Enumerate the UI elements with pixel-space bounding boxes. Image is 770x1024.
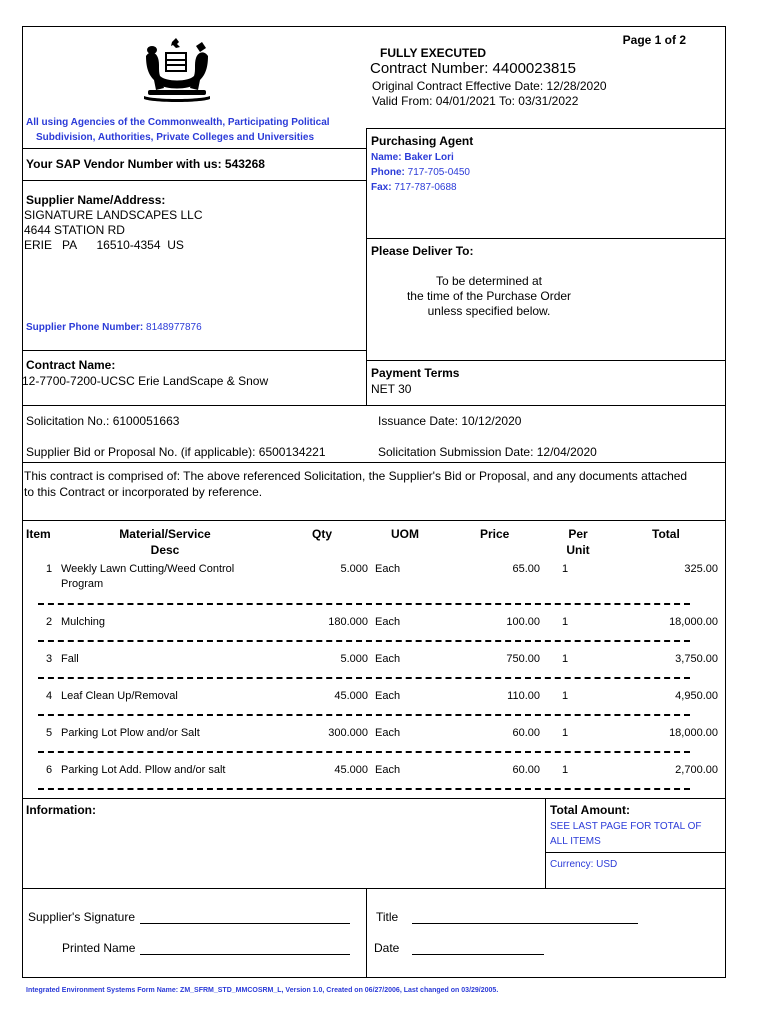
row-3-item: 3 <box>46 653 53 665</box>
row-5-total: 18,000.00 <box>669 727 718 739</box>
deliver-line-3: unless specified below. <box>427 304 551 318</box>
row-2-uom: Each <box>375 616 401 628</box>
printed-name-line[interactable] <box>140 954 350 955</box>
supplier-city: ERIE PA 16510-4354 US <box>24 238 184 252</box>
row-2-item: 2 <box>46 616 53 628</box>
row-6-desc: Parking Lot Add. Pllow and/or salt <box>61 764 226 776</box>
divider <box>22 520 726 521</box>
status-label: FULLY EXECUTED <box>380 46 487 60</box>
agencies-line-2: Subdivision, Authorities, Private Colleges and Universities <box>36 132 315 143</box>
divider <box>22 405 726 406</box>
col-header-price: Price <box>480 527 510 541</box>
col-header-desc-2: Desc <box>150 543 180 557</box>
solicitation-number: Solicitation No.: 6100051663 <box>26 414 180 428</box>
agencies-line-1: All using Agencies of the Commonwealth, Participating Political <box>26 117 330 128</box>
agent-fax <box>371 182 457 193</box>
total-note-1: SEE LAST PAGE FOR TOTAL OF <box>550 821 702 832</box>
row-4-desc: Leaf Clean Up/Removal <box>61 690 178 702</box>
supplier-street: 4644 STATION RD <box>24 223 125 237</box>
title-label: Title <box>376 910 399 924</box>
date-label: Date <box>374 941 400 955</box>
printed-name-label: Printed Name <box>62 941 136 955</box>
row-1-total: 325.00 <box>684 563 718 575</box>
deliver-line-1: To be determined at <box>435 274 543 288</box>
divider <box>545 852 726 853</box>
row-1-price: 65.00 <box>512 563 540 575</box>
agent-phone-label: Phone: <box>371 167 405 178</box>
contract-number: Contract Number: 4400023815 <box>370 60 576 77</box>
row-separator <box>38 640 690 642</box>
divider <box>22 888 726 889</box>
row-6-total: 2,700.00 <box>675 764 718 776</box>
row-5-per: 1 <box>562 727 569 739</box>
column-divider <box>366 128 367 405</box>
totals-divider <box>545 798 546 888</box>
row-4-item: 4 <box>46 690 53 702</box>
contract-name: 12-7700-7200-UCSC Erie LandScape & Snow <box>22 374 269 388</box>
row-6-per: 1 <box>562 764 569 776</box>
divider <box>22 462 726 463</box>
supplier-phone-value[interactable]: 8148977876 <box>146 322 202 333</box>
row-4-total: 4,950.00 <box>675 690 718 702</box>
state-seal-icon <box>138 36 216 102</box>
row-6-qty: 45.000 <box>334 764 368 776</box>
page-label: Page 1 of 2 <box>622 33 686 47</box>
sap-vendor-number: Your SAP Vendor Number with us: 543268 <box>26 157 265 171</box>
row-2-per: 1 <box>562 616 569 628</box>
deliver-to-title: Please Deliver To: <box>371 244 474 258</box>
row-3-price: 750.00 <box>506 653 540 665</box>
col-header-uom: UOM <box>391 527 419 541</box>
row-separator <box>38 788 690 790</box>
signature-line[interactable] <box>140 923 350 924</box>
row-3-per: 1 <box>562 653 569 665</box>
agent-fax-value: 717-787-0688 <box>394 182 457 193</box>
agent-fax-label: Fax: <box>371 182 392 193</box>
information-label: Information: <box>26 803 96 817</box>
form-footer: Integrated Environment Systems Form Name: ZM_SFRM_STD_MMCOSRM_L, Version 1.0, Created on 06/27/2006, Last changed on 03/29/2005. <box>26 987 499 994</box>
comprised-line-2: to this Contract or incorporated by reference. <box>24 485 263 499</box>
row-5-qty: 300.000 <box>328 727 368 739</box>
currency: Currency: USD <box>550 859 618 870</box>
divider <box>366 360 726 361</box>
row-4-price: 110.00 <box>507 690 540 702</box>
divider <box>22 350 366 351</box>
row-5-item: 5 <box>46 727 53 739</box>
col-header-total: Total <box>652 527 680 541</box>
row-2-qty: 180.000 <box>328 616 368 628</box>
row-3-total: 3,750.00 <box>675 653 718 665</box>
row-2-desc: Mulching <box>61 616 106 628</box>
contract-name-label: Contract Name: <box>26 358 116 372</box>
row-6-item: 6 <box>46 764 53 776</box>
row-3-qty: 5.000 <box>340 653 368 665</box>
col-header-item: Item <box>26 527 51 541</box>
row-separator <box>38 714 690 716</box>
supplier-phone-label: Supplier Phone Number: <box>26 322 144 333</box>
purchasing-agent-title: Purchasing Agent <box>371 134 474 148</box>
col-header-unit: Unit <box>566 543 590 557</box>
agent-name: Name: Baker Lori <box>371 152 454 163</box>
row-separator <box>38 603 690 605</box>
row-6-uom: Each <box>375 764 401 776</box>
signature-divider <box>366 888 367 978</box>
divider <box>366 128 726 129</box>
row-1-per: 1 <box>562 563 569 575</box>
date-line[interactable] <box>412 954 544 955</box>
comprised-line-1: This contract is comprised of: The above referenced Solicitation, the Supplier's Bid or Proposal, and any documents attached <box>24 469 688 483</box>
supplier-signature-label: Supplier's Signature <box>28 910 136 924</box>
row-1-uom: Each <box>375 563 401 575</box>
row-2-total: 18,000.00 <box>669 616 718 628</box>
row-5-uom: Each <box>375 727 401 739</box>
agent-phone-value[interactable]: 717-705-0450 <box>407 167 470 178</box>
bid-number: Supplier Bid or Proposal No. (if applicable): 6500134221 <box>26 445 326 459</box>
title-line[interactable] <box>412 923 638 924</box>
row-1-item: 1 <box>46 563 53 575</box>
issuance-date: Issuance Date: 10/12/2020 <box>378 414 522 428</box>
agent-phone <box>371 167 470 178</box>
supplier-name: SIGNATURE LANDSCAPES LLC <box>24 208 203 222</box>
payment-terms-title: Payment Terms <box>371 366 460 380</box>
valid-range: Valid From: 04/01/2021 To: 03/31/2022 <box>372 94 579 108</box>
row-6-price: 60.00 <box>512 764 540 776</box>
row-3-desc: Fall <box>61 653 79 665</box>
row-5-price: 60.00 <box>512 727 540 739</box>
row-separator <box>38 677 690 679</box>
row-4-uom: Each <box>375 690 401 702</box>
col-header-qty: Qty <box>312 527 333 541</box>
divider <box>366 238 726 239</box>
total-amount-label: Total Amount: <box>550 803 630 817</box>
divider <box>22 148 366 149</box>
row-1-desc-2: Program <box>61 578 104 590</box>
submission-date: Solicitation Submission Date: 12/04/2020 <box>378 445 597 459</box>
effective-date: Original Contract Effective Date: 12/28/2020 <box>372 79 607 93</box>
row-4-per: 1 <box>562 690 569 702</box>
divider <box>22 180 366 181</box>
supplier-phone <box>26 322 202 333</box>
deliver-line-2: the time of the Purchase Order <box>406 289 572 303</box>
row-2-price: 100.00 <box>506 616 540 628</box>
row-separator <box>38 751 690 753</box>
supplier-label: Supplier Name/Address: <box>26 193 166 207</box>
row-1-desc: Weekly Lawn Cutting/Weed Control <box>61 563 235 575</box>
row-3-uom: Each <box>375 653 401 665</box>
col-header-per: Per <box>568 527 588 541</box>
divider <box>22 798 726 799</box>
total-note-2: ALL ITEMS <box>550 836 601 847</box>
row-5-desc: Parking Lot Plow and/or Salt <box>61 727 200 739</box>
payment-terms: NET 30 <box>371 382 412 396</box>
row-4-qty: 45.000 <box>334 690 368 702</box>
col-header-desc: Material/Service <box>119 527 211 541</box>
row-1-qty: 5.000 <box>340 563 368 575</box>
